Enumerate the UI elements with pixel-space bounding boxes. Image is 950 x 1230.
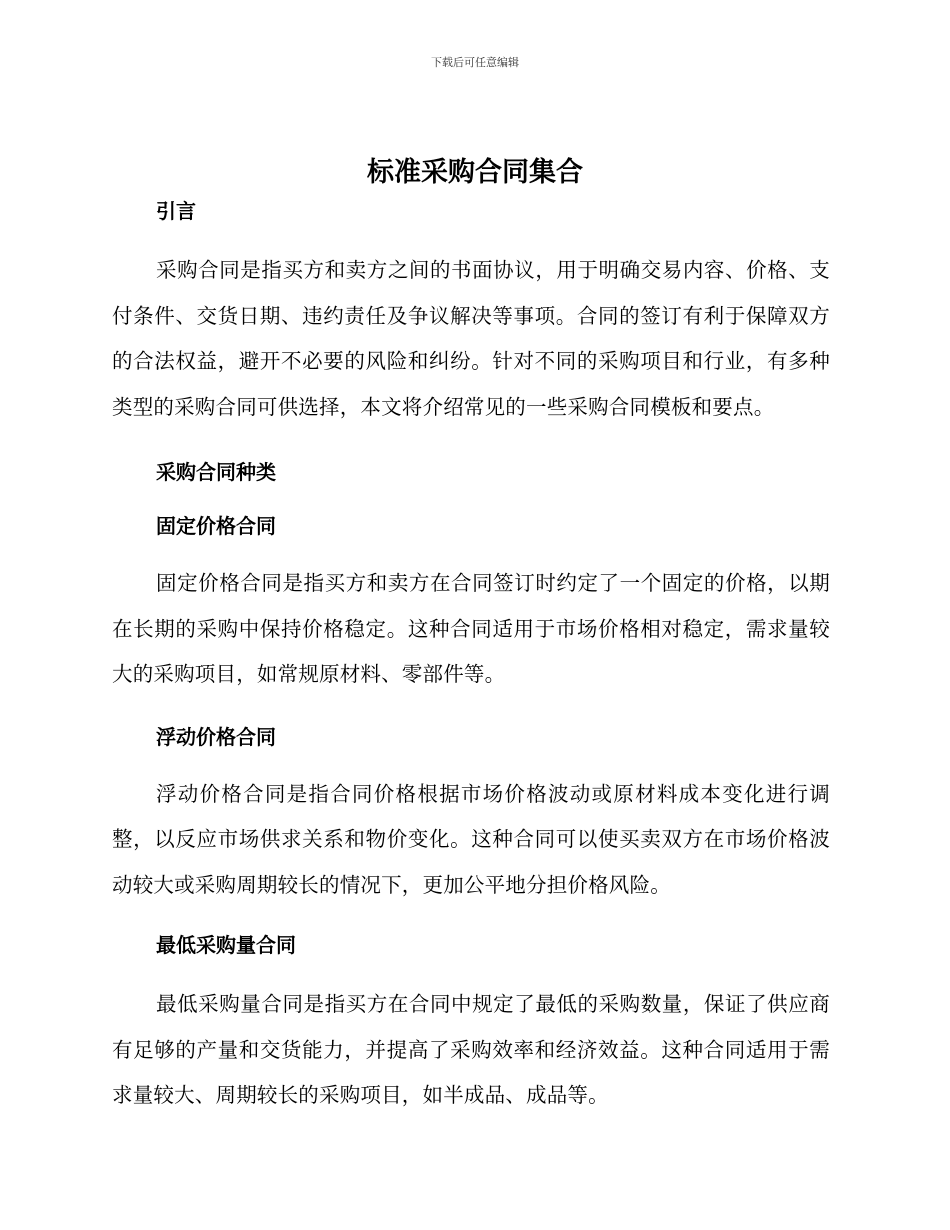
document-title: 标准采购合同集合 (367, 157, 583, 188)
section-heading-fixed-price: 固定价格合同 (156, 514, 276, 538)
paragraph-floating-price: 浮动价格合同是指合同价格根据市场价格波动或原材料成本变化进行调整，以反应市场供求关系和物价变化。这种合同可以使买卖双方在市场价格波动较大或采购周期较长的情况下，更加公平地分担价格风险。 (112, 781, 830, 897)
paragraph-intro: 采购合同是指买方和卖方之间的书面协议，用于明确交易内容、价格、支付条件、交货日期、违约责任及争议解决等事项。合同的签订有利于保障双方的合法权益，避开不必要的风险和纠纷。针对不同的采购项目和行业，有多种类型的采购合同可供选择，本文将介绍常见的一些采购合同模板和要点。 (112, 258, 830, 419)
section-heading-types: 采购合同种类 (156, 460, 276, 484)
paragraph-fixed-price: 固定价格合同是指买方和卖方在合同签订时约定了一个固定的价格，以期在长期的采购中保持价格稳定。这种合同适用于市场价格相对稳定，需求量较大的采购项目，如常规原材料、零部件等。 (112, 571, 830, 686)
section-heading-intro: 引言 (156, 199, 196, 223)
section-heading-minimum-quantity: 最低采购量合同 (156, 933, 296, 957)
section-heading-floating-price: 浮动价格合同 (156, 724, 276, 749)
header-note: 下载后可任意编辑 (431, 56, 519, 69)
document-body (112, 196, 830, 1119)
paragraph-minimum-quantity: 最低采购量合同是指买方在合同中规定了最低的采购数量，保证了供应商有足够的产量和交货能力，并提高了采购效率和经济效益。这种合同适用于需求量较大、周期较长的采购项目，如半成品、成品等。 (112, 992, 830, 1107)
